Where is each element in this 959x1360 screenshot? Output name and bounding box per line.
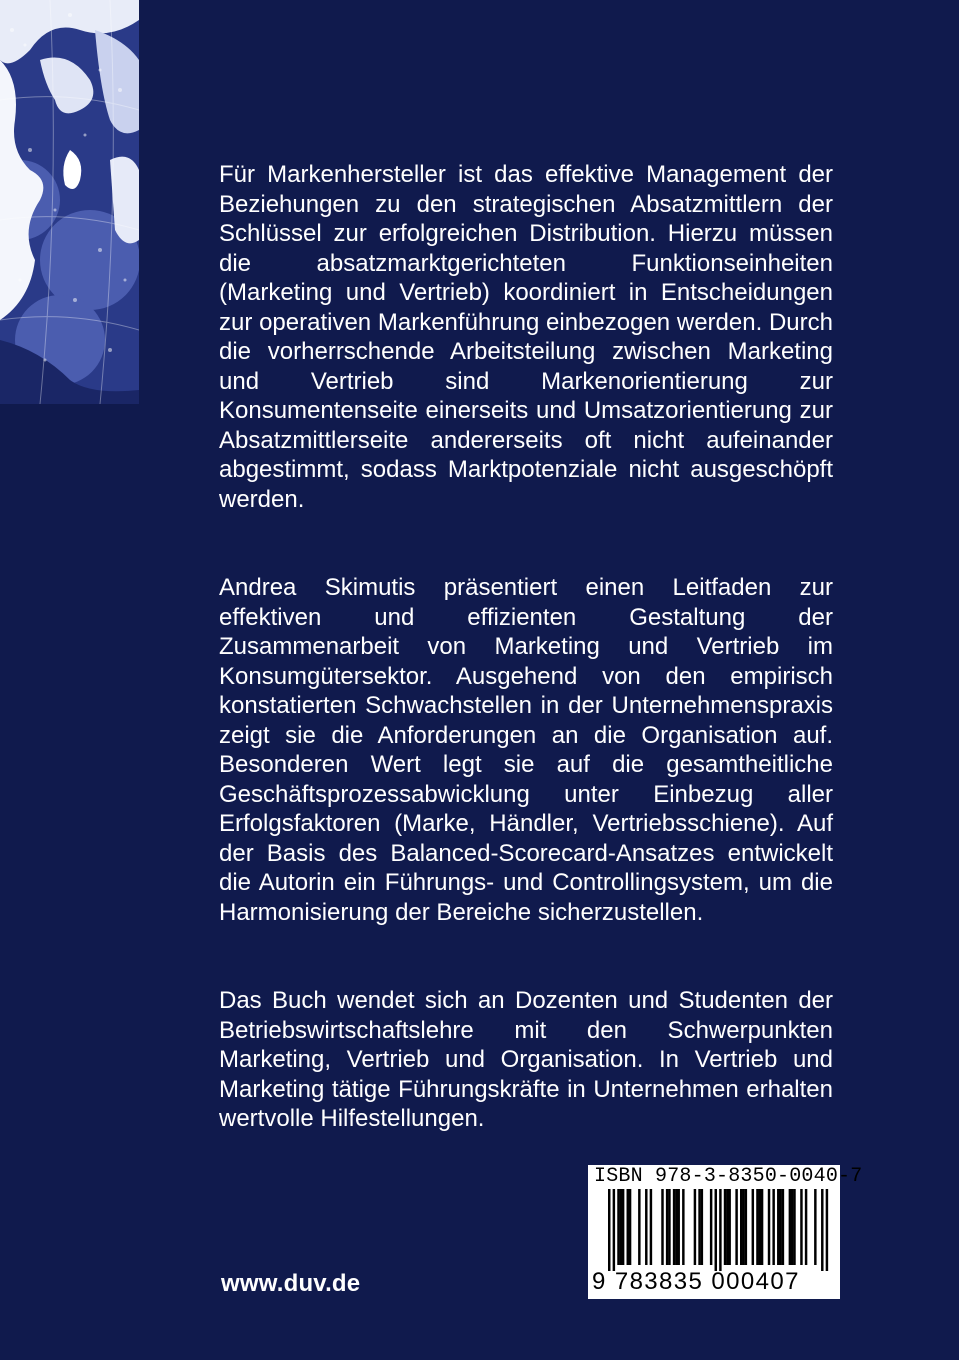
barcode-bar — [698, 1189, 700, 1265]
ean-digits: 9 783835 000407 — [592, 1268, 800, 1295]
barcode-panel — [588, 1165, 863, 1299]
barcode-bar — [826, 1189, 828, 1271]
barcode-bar — [617, 1189, 619, 1265]
barcode-bar — [800, 1189, 802, 1265]
barcode-bar — [789, 1189, 791, 1265]
barcode-bar — [742, 1189, 744, 1265]
barcode-bar — [650, 1189, 652, 1265]
barcode-bar — [728, 1189, 730, 1265]
publisher-url[interactable]: www.duv.de — [221, 1270, 361, 1297]
barcode-bar — [768, 1189, 770, 1265]
barcode-bar — [608, 1189, 610, 1271]
barcode-bar — [761, 1189, 763, 1265]
barcode-bar — [673, 1189, 675, 1265]
barcode-bar — [752, 1189, 754, 1265]
barcode-bar — [821, 1189, 823, 1271]
paragraph-intro: Für Markenhersteller ist das effektive Management der Beziehungen zu den strategischen Absatzmittlern der Schlüssel zur erfolgreichen Distribution. Hierzu müssen die absatzmarktgerichteten Funktionseinheiten (Marketing und Vertrieb) koordiniert in Entscheidungen zur operativen Markenführung einbezogen werden. Durch die vorherrschende Arbeitsteilung zwischen Marketing und Vertrieb sind Markenorientierung zur Konsumentenseite einerseits und Umsatzorientierung zur Absatzmittlerseite andererseits oft nicht aufeinander abgestimmt, sodass Marktpotenziale nicht ausgeschöpft werden. — [219, 161, 833, 513]
barcode-bar — [756, 1189, 758, 1265]
barcode-bar — [726, 1189, 728, 1265]
barcode-bar — [694, 1189, 696, 1265]
barcode-bar — [745, 1189, 747, 1265]
paragraph-audience: Das Buch wendet sich an Dozenten und Studenten der Betriebswirtschaftslehre mit den Schwerpunkten Marketing, Vertrieb und Organisation. In Vertrieb und Marketing tätige Führungskräfte in Unternehmen erhalten wertvolle Hilfestellungen. — [219, 987, 833, 1132]
barcode-bar — [661, 1189, 663, 1265]
barcode-bar — [668, 1189, 670, 1265]
isbn-label: ISBN 978-3-8350-0040-7 — [594, 1165, 863, 1188]
barcode-bar — [715, 1189, 717, 1271]
barcode-bar — [620, 1189, 622, 1265]
barcode-bar — [805, 1189, 807, 1265]
barcode-bar — [645, 1189, 647, 1265]
barcode-bar — [772, 1189, 774, 1265]
barcode-bar — [701, 1189, 703, 1265]
barcode-bar — [613, 1189, 615, 1271]
barcode-bar — [793, 1189, 795, 1265]
description-text — [219, 160, 833, 1193]
barcode-bar — [719, 1189, 721, 1271]
barcode-bar — [682, 1189, 684, 1265]
barcode-bar — [638, 1189, 640, 1265]
barcode-bar — [759, 1189, 761, 1265]
barcode-bar — [777, 1189, 779, 1265]
barcode-bar — [791, 1189, 793, 1265]
barcode-bar — [675, 1189, 677, 1265]
barcode-bar — [627, 1189, 629, 1265]
barcode-bar — [724, 1189, 726, 1265]
barcode-bar — [779, 1189, 781, 1265]
ean-barcode-icon — [594, 1189, 834, 1271]
barcode-bar — [677, 1189, 679, 1265]
barcode-bar — [710, 1189, 712, 1265]
barcode-bar — [782, 1189, 784, 1265]
barcode-bar — [740, 1189, 742, 1265]
barcode-bar — [735, 1189, 737, 1265]
globe-map-icon — [0, 0, 139, 404]
barcode-bar — [814, 1189, 816, 1265]
barcode-bar — [666, 1189, 668, 1265]
barcode-bar — [622, 1189, 624, 1265]
barcode-bar — [629, 1189, 631, 1265]
paragraph-author: Andrea Skimutis präsentiert einen Leitfaden zur effektiven und effizienten Gestaltung der Zusammenarbeit von Marketing und Vertrieb im Konsumgütersektor. Ausgehend von den empirisch konstatierten Schwachstellen in der Unternehmenspraxis zeigt sie die Anforderungen an die Organisation auf. Besonderen Wert legt sie auf die gesamtheitliche Geschäftsprozessabwicklung unter Einbezug aller Erfolgsfaktoren (Marke, Händler, Vertriebsschiene). Auf der Basis des Balanced-Scorecard-Ansatzes entwickelt die Autorin ein Führungs- und Controllingsystem, um die Harmonisierung der Bereiche sicherzustellen. — [219, 574, 833, 926]
